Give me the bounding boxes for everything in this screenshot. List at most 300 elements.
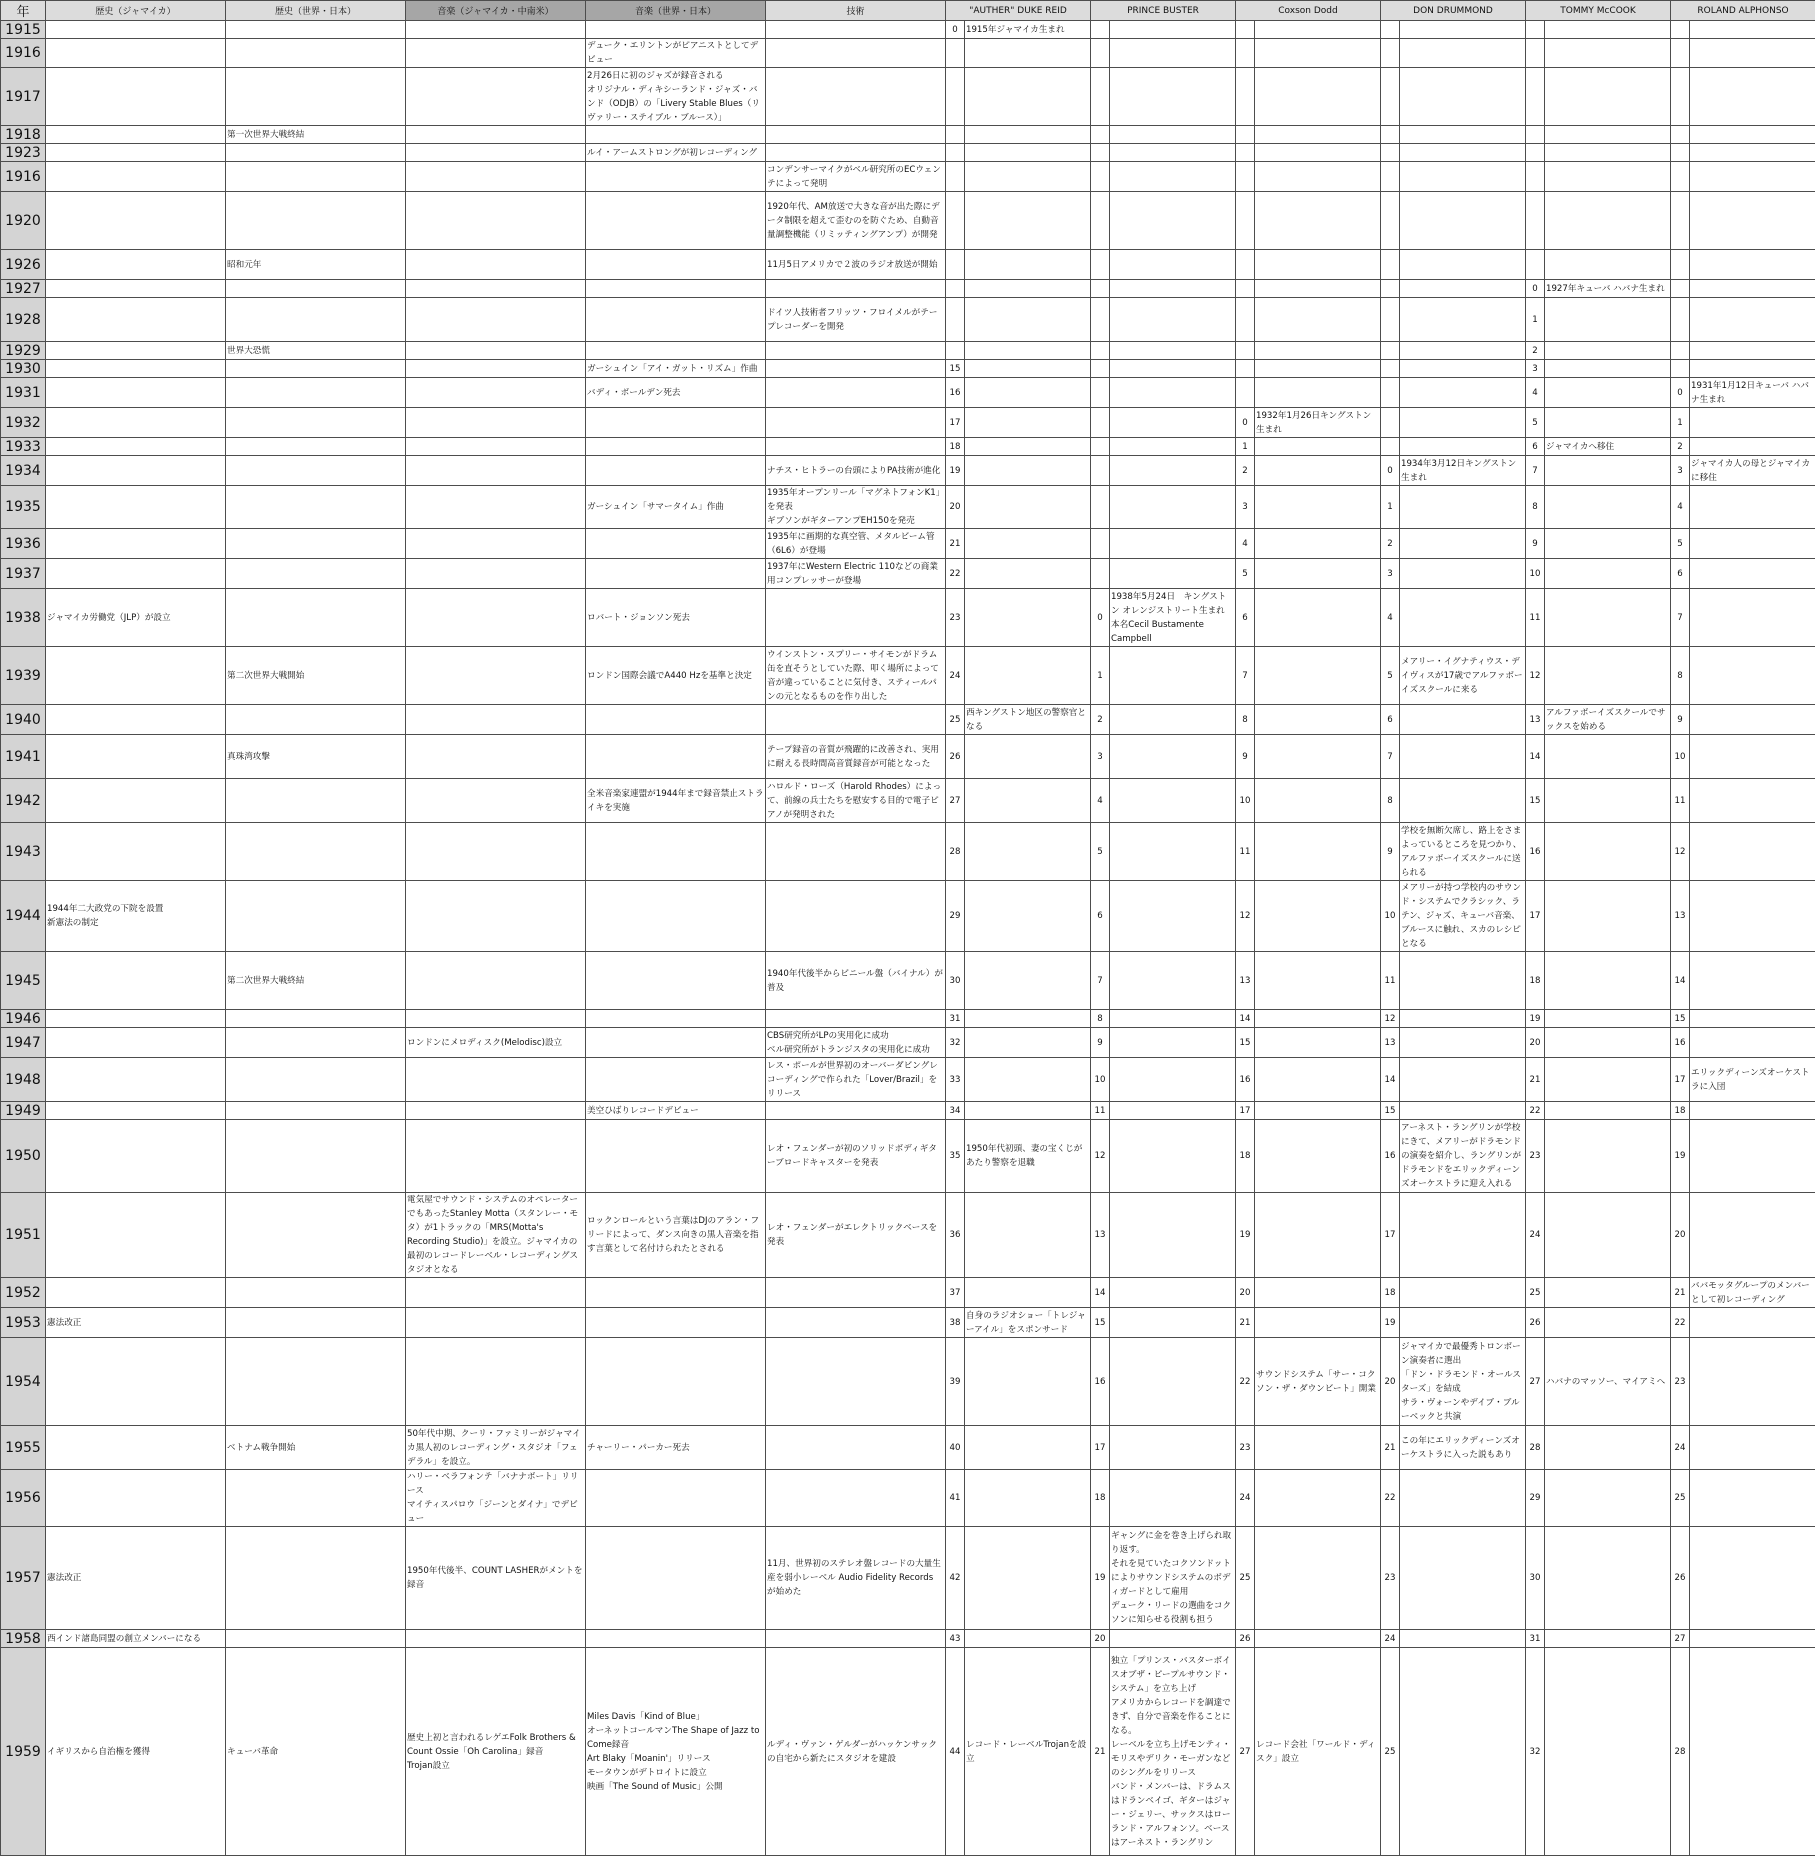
music-world-cell[interactable] xyxy=(586,735,766,779)
coxson-dodd-age-cell[interactable]: 15 xyxy=(1236,1028,1255,1058)
tommy-mccook-event-cell[interactable] xyxy=(1545,408,1671,438)
music-world-cell[interactable]: Miles Davis「Kind of Blue」 オーネットコールマンThe Shape of Jazz to Come録音 Art Blaky「Moanin'」リリース モータウンがデトロイトに設立 映画「The Sound of Music」公開 xyxy=(586,1648,766,1856)
music-jamaica-cell[interactable] xyxy=(406,1058,586,1102)
don-drummond-event-cell[interactable] xyxy=(1400,779,1526,823)
tommy-mccook-age-cell[interactable]: 7 xyxy=(1526,456,1545,486)
prince-buster-age-cell[interactable]: 14 xyxy=(1091,1278,1110,1308)
don-drummond-event-cell[interactable] xyxy=(1400,1527,1526,1630)
prince-buster-event-cell[interactable] xyxy=(1110,823,1236,881)
tommy-mccook-event-cell[interactable] xyxy=(1545,735,1671,779)
history-jamaica-cell[interactable]: 憲法改正 xyxy=(46,1527,226,1630)
don-drummond-age-cell[interactable]: 1 xyxy=(1381,486,1400,529)
year-cell[interactable]: 1946 xyxy=(1,1010,46,1028)
tommy-mccook-event-cell[interactable] xyxy=(1545,529,1671,559)
year-cell[interactable]: 1918 xyxy=(1,126,46,144)
roland-alphonso-event-cell[interactable] xyxy=(1690,1630,1815,1648)
don-drummond-event-cell[interactable] xyxy=(1400,529,1526,559)
prince-buster-age-cell[interactable]: 19 xyxy=(1091,1527,1110,1630)
history-jamaica-cell[interactable] xyxy=(46,68,226,126)
coxson-dodd-event-cell[interactable] xyxy=(1255,162,1381,192)
coxson-dodd-age-cell[interactable] xyxy=(1236,144,1255,162)
coxson-dodd-event-cell[interactable] xyxy=(1255,1527,1381,1630)
tommy-mccook-age-cell[interactable]: 20 xyxy=(1526,1028,1545,1058)
history-world-cell[interactable] xyxy=(226,1058,406,1102)
tommy-mccook-event-cell[interactable] xyxy=(1545,1102,1671,1120)
duke-reid-age-cell[interactable] xyxy=(946,39,965,68)
roland-alphonso-age-cell[interactable]: 8 xyxy=(1671,647,1690,705)
duke-reid-event-cell[interactable] xyxy=(965,126,1091,144)
don-drummond-age-cell[interactable]: 21 xyxy=(1381,1426,1400,1470)
roland-alphonso-age-cell[interactable]: 18 xyxy=(1671,1102,1690,1120)
don-drummond-event-cell[interactable] xyxy=(1400,144,1526,162)
year-cell[interactable]: 1955 xyxy=(1,1426,46,1470)
coxson-dodd-age-cell[interactable]: 27 xyxy=(1236,1648,1255,1856)
duke-reid-age-cell[interactable] xyxy=(946,126,965,144)
history-world-cell[interactable] xyxy=(226,1338,406,1426)
duke-reid-age-cell[interactable]: 29 xyxy=(946,881,965,952)
roland-alphonso-age-cell[interactable] xyxy=(1671,342,1690,360)
history-world-cell[interactable] xyxy=(226,68,406,126)
technology-column-header[interactable]: 技術 xyxy=(766,1,946,21)
duke-reid-age-cell[interactable]: 35 xyxy=(946,1120,965,1193)
history-world-cell[interactable]: 第一次世界大戦終結 xyxy=(226,126,406,144)
roland-alphonso-age-cell[interactable]: 26 xyxy=(1671,1527,1690,1630)
duke-reid-age-cell[interactable]: 27 xyxy=(946,779,965,823)
tommy-mccook-age-cell[interactable] xyxy=(1526,39,1545,68)
duke-reid-event-cell[interactable] xyxy=(965,408,1091,438)
history-world-cell[interactable] xyxy=(226,1102,406,1120)
history-jamaica-cell[interactable] xyxy=(46,952,226,1010)
duke-reid-age-cell[interactable] xyxy=(946,342,965,360)
coxson-dodd-age-cell[interactable] xyxy=(1236,39,1255,68)
duke-reid-age-cell[interactable]: 43 xyxy=(946,1630,965,1648)
roland-alphonso-age-cell[interactable]: 19 xyxy=(1671,1120,1690,1193)
duke-reid-event-cell[interactable]: 1915年ジャマイカ生まれ xyxy=(965,21,1091,39)
prince-buster-event-cell[interactable] xyxy=(1110,1193,1236,1278)
tommy-mccook-event-cell[interactable] xyxy=(1545,456,1671,486)
duke-reid-event-cell[interactable] xyxy=(965,881,1091,952)
prince-buster-event-cell[interactable] xyxy=(1110,1028,1236,1058)
prince-buster-event-cell[interactable] xyxy=(1110,280,1236,298)
duke-reid-age-cell[interactable]: 0 xyxy=(946,21,965,39)
roland-alphonso-age-cell[interactable]: 22 xyxy=(1671,1308,1690,1338)
don-drummond-age-cell[interactable] xyxy=(1381,68,1400,126)
year-cell[interactable]: 1935 xyxy=(1,486,46,529)
duke-reid-age-cell[interactable]: 15 xyxy=(946,360,965,378)
history-jamaica-cell[interactable] xyxy=(46,705,226,735)
roland-alphonso-event-cell[interactable] xyxy=(1690,1338,1815,1426)
music-jamaica-cell[interactable]: 電気屋でサウンド・システムのオペレーターでもあったStanley Motta（スタンレー・モタ）が1トラックの「MRS(Motta's Recording Studio)」を設立。ジャマイカの最初のレコードレーベル・レコーディングスタジオとなる xyxy=(406,1193,586,1278)
roland-alphonso-event-cell[interactable] xyxy=(1690,192,1815,250)
tommy-mccook-event-cell[interactable] xyxy=(1545,192,1671,250)
tommy-mccook-age-cell[interactable]: 24 xyxy=(1526,1193,1545,1278)
technology-cell[interactable] xyxy=(766,1426,946,1470)
technology-cell[interactable] xyxy=(766,881,946,952)
technology-cell[interactable] xyxy=(766,126,946,144)
music-world-cell[interactable]: ロバート・ジョンソン死去 xyxy=(586,589,766,647)
coxson-dodd-event-cell[interactable] xyxy=(1255,250,1381,280)
tommy-mccook-event-cell[interactable] xyxy=(1545,823,1671,881)
duke-reid-event-cell[interactable] xyxy=(965,298,1091,342)
history-world-cell[interactable] xyxy=(226,1527,406,1630)
prince-buster-age-cell[interactable]: 18 xyxy=(1091,1470,1110,1527)
music-world-cell[interactable] xyxy=(586,952,766,1010)
duke-reid-age-cell[interactable]: 24 xyxy=(946,647,965,705)
music-jamaica-cell[interactable] xyxy=(406,342,586,360)
prince-buster-event-cell[interactable] xyxy=(1110,705,1236,735)
don-drummond-event-cell[interactable] xyxy=(1400,1010,1526,1028)
don-drummond-age-cell[interactable] xyxy=(1381,162,1400,192)
music-world-cell[interactable] xyxy=(586,126,766,144)
prince-buster-event-cell[interactable] xyxy=(1110,1278,1236,1308)
technology-cell[interactable] xyxy=(766,408,946,438)
music-world-cell[interactable]: ロックンロールという言葉はDJのアラン・フリードによって、ダンス向きの黒人音楽を指す言葉として名付けられたとされる xyxy=(586,1193,766,1278)
tommy-mccook-event-cell[interactable] xyxy=(1545,1470,1671,1527)
year-cell[interactable]: 1950 xyxy=(1,1120,46,1193)
history-world-cell[interactable]: 真珠湾攻撃 xyxy=(226,735,406,779)
tommy-mccook-event-cell[interactable]: 1927年キューバ ハバナ生まれ xyxy=(1545,280,1671,298)
coxson-dodd-age-cell[interactable]: 26 xyxy=(1236,1630,1255,1648)
music-jamaica-cell[interactable] xyxy=(406,378,586,408)
duke-reid-event-cell[interactable] xyxy=(965,486,1091,529)
technology-cell[interactable]: テープ録音の音質が飛躍的に改善され、実用に耐える長時間高音質録音が可能となった xyxy=(766,735,946,779)
don-drummond-age-cell[interactable] xyxy=(1381,192,1400,250)
history-jamaica-cell[interactable] xyxy=(46,162,226,192)
year-cell[interactable]: 1944 xyxy=(1,881,46,952)
tommy-mccook-event-cell[interactable] xyxy=(1545,1648,1671,1856)
year-cell[interactable]: 1926 xyxy=(1,250,46,280)
history-world-cell[interactable] xyxy=(226,298,406,342)
tommy-mccook-event-cell[interactable] xyxy=(1545,589,1671,647)
duke-reid-event-cell[interactable] xyxy=(965,1028,1091,1058)
music-world-cell[interactable] xyxy=(586,823,766,881)
coxson-dodd-event-cell[interactable] xyxy=(1255,298,1381,342)
history-world-cell[interactable] xyxy=(226,705,406,735)
coxson-dodd-age-cell[interactable]: 4 xyxy=(1236,529,1255,559)
history-jamaica-cell[interactable] xyxy=(46,250,226,280)
tommy-mccook-event-cell[interactable] xyxy=(1545,881,1671,952)
prince-buster-age-cell[interactable] xyxy=(1091,559,1110,589)
tommy-mccook-event-cell[interactable] xyxy=(1545,21,1671,39)
year-cell[interactable]: 1928 xyxy=(1,298,46,342)
history-jamaica-cell[interactable] xyxy=(46,559,226,589)
history-world-cell[interactable]: キューバ革命 xyxy=(226,1648,406,1856)
roland-alphonso-age-cell[interactable]: 7 xyxy=(1671,589,1690,647)
duke-reid-event-cell[interactable] xyxy=(965,1010,1091,1028)
music-jamaica-cell[interactable] xyxy=(406,192,586,250)
coxson-dodd-event-cell[interactable] xyxy=(1255,438,1381,456)
history-world-cell[interactable] xyxy=(226,360,406,378)
coxson-dodd-event-cell[interactable] xyxy=(1255,1193,1381,1278)
history-world-cell[interactable] xyxy=(226,1470,406,1527)
duke-reid-event-cell[interactable] xyxy=(965,68,1091,126)
duke-reid-age-cell[interactable]: 30 xyxy=(946,952,965,1010)
coxson-dodd-age-cell[interactable] xyxy=(1236,280,1255,298)
prince-buster-age-cell[interactable]: 20 xyxy=(1091,1630,1110,1648)
technology-cell[interactable]: 1937年にWestern Electric 110などの商業用コンプレッサーが登場 xyxy=(766,559,946,589)
duke-reid-event-cell[interactable]: 1950年代初頭、妻の宝くじがあたり警察を退職 xyxy=(965,1120,1091,1193)
roland-alphonso-age-cell[interactable]: 16 xyxy=(1671,1028,1690,1058)
tommy-mccook-event-cell[interactable] xyxy=(1545,378,1671,408)
music-world-cell[interactable] xyxy=(586,705,766,735)
coxson-dodd-event-cell[interactable] xyxy=(1255,192,1381,250)
tommy-mccook-age-cell[interactable]: 28 xyxy=(1526,1426,1545,1470)
roland-alphonso-age-cell[interactable]: 2 xyxy=(1671,438,1690,456)
technology-cell[interactable] xyxy=(766,438,946,456)
don-drummond-age-cell[interactable] xyxy=(1381,378,1400,408)
roland-alphonso-age-cell[interactable] xyxy=(1671,144,1690,162)
roland-alphonso-event-cell[interactable] xyxy=(1690,68,1815,126)
prince-buster-age-cell[interactable] xyxy=(1091,250,1110,280)
prince-buster-event-cell[interactable]: 独立「プリンス・バスターボイスオブザ・ピープルサウンド・システム」を立ち上げ アメリカからレコードを調達できず、自分で音楽を作ることになる。 レーベルを立ち上げモンティ・モリスやデリク・モーガンなどのシングルをリリース バンド・メンバーは、ドラムスはドランベイゴ、ギターはジャー・ジェリー、サックスはローランド・アルフォンソ。ベースはアーネスト・ラングリン xyxy=(1110,1648,1236,1856)
don-drummond-age-cell[interactable]: 22 xyxy=(1381,1470,1400,1527)
history-world-cell[interactable] xyxy=(226,1010,406,1028)
roland-alphonso-age-cell[interactable]: 3 xyxy=(1671,456,1690,486)
don-drummond-age-cell[interactable]: 7 xyxy=(1381,735,1400,779)
music-world-cell[interactable] xyxy=(586,408,766,438)
history-jamaica-cell[interactable]: 1944年二大政党の下院を設置 新憲法の制定 xyxy=(46,881,226,952)
prince-buster-age-cell[interactable] xyxy=(1091,486,1110,529)
prince-buster-event-cell[interactable] xyxy=(1110,735,1236,779)
roland-alphonso-event-cell[interactable] xyxy=(1690,779,1815,823)
technology-cell[interactable]: レス・ポールが世界初のオーバーダビングレコーディングで作られた「Lover/Brazil」をリリース xyxy=(766,1058,946,1102)
technology-cell[interactable] xyxy=(766,1630,946,1648)
year-cell[interactable]: 1936 xyxy=(1,529,46,559)
tommy-mccook-age-cell[interactable]: 15 xyxy=(1526,779,1545,823)
coxson-dodd-event-cell[interactable] xyxy=(1255,1028,1381,1058)
coxson-dodd-age-cell[interactable]: 12 xyxy=(1236,881,1255,952)
roland-alphonso-age-cell[interactable]: 28 xyxy=(1671,1648,1690,1856)
history-jamaica-cell[interactable] xyxy=(46,378,226,408)
music-jamaica-cell[interactable] xyxy=(406,529,586,559)
technology-cell[interactable] xyxy=(766,1470,946,1527)
don-drummond-age-cell[interactable]: 6 xyxy=(1381,705,1400,735)
duke-reid-age-cell[interactable]: 18 xyxy=(946,438,965,456)
music-jamaica-cell[interactable] xyxy=(406,280,586,298)
music-world-cell[interactable] xyxy=(586,192,766,250)
history-jamaica-cell[interactable] xyxy=(46,408,226,438)
duke-reid-event-cell[interactable] xyxy=(965,192,1091,250)
music-jamaica-cell[interactable] xyxy=(406,735,586,779)
coxson-dodd-age-cell[interactable]: 21 xyxy=(1236,1308,1255,1338)
history-jamaica-cell[interactable]: 西インド諸島同盟の創立メンバーになる xyxy=(46,1630,226,1648)
duke-reid-age-cell[interactable]: 17 xyxy=(946,408,965,438)
music-jamaica-cell[interactable] xyxy=(406,21,586,39)
don-drummond-event-cell[interactable] xyxy=(1400,1278,1526,1308)
tommy-mccook-age-cell[interactable]: 26 xyxy=(1526,1308,1545,1338)
prince-buster-event-cell[interactable] xyxy=(1110,1630,1236,1648)
coxson-dodd-event-cell[interactable] xyxy=(1255,486,1381,529)
tommy-mccook-age-cell[interactable]: 13 xyxy=(1526,705,1545,735)
roland-alphonso-event-cell[interactable] xyxy=(1690,952,1815,1010)
don-drummond-age-cell[interactable] xyxy=(1381,39,1400,68)
tommy-mccook-event-cell[interactable] xyxy=(1545,486,1671,529)
roland-alphonso-age-cell[interactable] xyxy=(1671,298,1690,342)
year-cell[interactable]: 1932 xyxy=(1,408,46,438)
prince-buster-age-cell[interactable]: 4 xyxy=(1091,779,1110,823)
coxson-dodd-event-cell[interactable] xyxy=(1255,39,1381,68)
don-drummond-age-cell[interactable]: 25 xyxy=(1381,1648,1400,1856)
prince-buster-age-cell[interactable]: 7 xyxy=(1091,952,1110,1010)
coxson-dodd-age-cell[interactable] xyxy=(1236,126,1255,144)
roland-alphonso-age-cell[interactable]: 25 xyxy=(1671,1470,1690,1527)
tommy-mccook-age-cell[interactable] xyxy=(1526,21,1545,39)
technology-cell[interactable] xyxy=(766,144,946,162)
don-drummond-age-cell[interactable]: 20 xyxy=(1381,1338,1400,1426)
don-drummond-event-cell[interactable] xyxy=(1400,298,1526,342)
tommy-mccook-age-cell[interactable]: 10 xyxy=(1526,559,1545,589)
history-jamaica-cell[interactable] xyxy=(46,144,226,162)
don-drummond-event-cell[interactable] xyxy=(1400,39,1526,68)
music-jamaica-cell[interactable]: 50年代中期、クーリ・ファミリーがジャマイカ黒人初のレコーディング・スタジオ「フェデラル」を設立。 xyxy=(406,1426,586,1470)
technology-cell[interactable] xyxy=(766,280,946,298)
coxson-dodd-age-cell[interactable]: 6 xyxy=(1236,589,1255,647)
coxson-dodd-age-cell[interactable]: 20 xyxy=(1236,1278,1255,1308)
music-jamaica-cell[interactable] xyxy=(406,823,586,881)
tommy-mccook-age-cell[interactable]: 5 xyxy=(1526,408,1545,438)
year-cell[interactable]: 1947 xyxy=(1,1028,46,1058)
coxson-dodd-event-cell[interactable] xyxy=(1255,456,1381,486)
prince-buster-event-cell[interactable] xyxy=(1110,1338,1236,1426)
roland-alphonso-event-cell[interactable] xyxy=(1690,1470,1815,1527)
coxson-dodd-event-cell[interactable] xyxy=(1255,1102,1381,1120)
don-drummond-age-cell[interactable]: 18 xyxy=(1381,1278,1400,1308)
don-drummond-event-cell[interactable] xyxy=(1400,250,1526,280)
prince-buster-event-cell[interactable] xyxy=(1110,144,1236,162)
prince-buster-event-cell[interactable] xyxy=(1110,360,1236,378)
duke-reid-event-cell[interactable] xyxy=(965,360,1091,378)
roland-alphonso-event-cell[interactable] xyxy=(1690,1120,1815,1193)
history-jamaica-cell[interactable] xyxy=(46,735,226,779)
tommy-mccook-event-cell[interactable] xyxy=(1545,342,1671,360)
music-jamaica-cell[interactable] xyxy=(406,360,586,378)
roland-alphonso-age-cell[interactable]: 4 xyxy=(1671,486,1690,529)
technology-cell[interactable]: 1940年代後半からビニール盤（バイナル）が普及 xyxy=(766,952,946,1010)
year-cell[interactable]: 1929 xyxy=(1,342,46,360)
music-world-cell[interactable]: バディ・ボールデン死去 xyxy=(586,378,766,408)
technology-cell[interactable] xyxy=(766,1338,946,1426)
tommy-mccook-age-cell[interactable]: 0 xyxy=(1526,280,1545,298)
music-jamaica-cell[interactable] xyxy=(406,250,586,280)
coxson-dodd-age-cell[interactable] xyxy=(1236,378,1255,408)
don-drummond-event-cell[interactable]: この年にエリックディーンズオーケストラに入った説もあり xyxy=(1400,1426,1526,1470)
roland-alphonso-event-cell[interactable] xyxy=(1690,589,1815,647)
tommy-mccook-age-cell[interactable]: 30 xyxy=(1526,1527,1545,1630)
prince-buster-age-cell[interactable]: 0 xyxy=(1091,589,1110,647)
history-jamaica-cell[interactable] xyxy=(46,342,226,360)
history-world-cell[interactable] xyxy=(226,438,406,456)
history-world-cell[interactable] xyxy=(226,779,406,823)
roland-alphonso-age-cell[interactable]: 15 xyxy=(1671,1010,1690,1028)
duke-reid-event-cell[interactable] xyxy=(965,39,1091,68)
prince-buster-age-cell[interactable]: 12 xyxy=(1091,1120,1110,1193)
don-drummond-age-cell[interactable]: 11 xyxy=(1381,952,1400,1010)
coxson-dodd-event-cell[interactable] xyxy=(1255,68,1381,126)
coxson-dodd-age-cell[interactable] xyxy=(1236,298,1255,342)
coxson-dodd-age-cell[interactable]: 25 xyxy=(1236,1527,1255,1630)
history-jamaica-cell[interactable] xyxy=(46,1028,226,1058)
coxson-dodd-age-cell[interactable]: 3 xyxy=(1236,486,1255,529)
prince-buster-event-cell[interactable] xyxy=(1110,408,1236,438)
roland-alphonso-event-cell[interactable] xyxy=(1690,1527,1815,1630)
technology-cell[interactable] xyxy=(766,68,946,126)
don-drummond-event-cell[interactable] xyxy=(1400,438,1526,456)
don-drummond-event-cell[interactable]: 学校を無断欠席し、路上をさまよっているところを見つかり、アルファボーイズスクールに送られる xyxy=(1400,823,1526,881)
tommy-mccook-event-cell[interactable] xyxy=(1545,952,1671,1010)
year-cell[interactable]: 1934 xyxy=(1,456,46,486)
history-jamaica-cell[interactable] xyxy=(46,280,226,298)
don-drummond-event-cell[interactable] xyxy=(1400,21,1526,39)
technology-cell[interactable]: 11月、世界初のステレオ盤レコードの大量生産を弱小レーベル Audio Fidelity Records が始めた xyxy=(766,1527,946,1630)
duke-reid-age-cell[interactable]: 39 xyxy=(946,1338,965,1426)
duke-reid-event-cell[interactable] xyxy=(965,1426,1091,1470)
music-jamaica-cell[interactable] xyxy=(406,486,586,529)
duke-reid-event-cell[interactable] xyxy=(965,144,1091,162)
roland-alphonso-event-cell[interactable] xyxy=(1690,705,1815,735)
don-drummond-age-cell[interactable]: 15 xyxy=(1381,1102,1400,1120)
roland-alphonso-event-cell[interactable] xyxy=(1690,823,1815,881)
tommy-mccook-age-cell[interactable]: 4 xyxy=(1526,378,1545,408)
tommy-mccook-age-cell[interactable] xyxy=(1526,250,1545,280)
tommy-mccook-age-cell[interactable]: 27 xyxy=(1526,1338,1545,1426)
duke-reid-age-cell[interactable] xyxy=(946,68,965,126)
technology-cell[interactable] xyxy=(766,1308,946,1338)
history-jamaica-cell[interactable] xyxy=(46,1120,226,1193)
roland-alphonso-event-cell[interactable] xyxy=(1690,559,1815,589)
duke-reid-age-cell[interactable]: 26 xyxy=(946,735,965,779)
roland-alphonso-age-cell[interactable] xyxy=(1671,39,1690,68)
coxson-dodd-event-cell[interactable] xyxy=(1255,1308,1381,1338)
coxson-dodd-event-cell[interactable]: 1932年1月26日キングストン生まれ xyxy=(1255,408,1381,438)
tommy-mccook-event-cell[interactable] xyxy=(1545,779,1671,823)
prince-buster-event-cell[interactable] xyxy=(1110,1058,1236,1102)
don-drummond-age-cell[interactable]: 4 xyxy=(1381,589,1400,647)
duke-reid-event-cell[interactable] xyxy=(965,378,1091,408)
roland-alphonso-event-cell[interactable] xyxy=(1690,1193,1815,1278)
coxson-dodd-age-cell[interactable]: 14 xyxy=(1236,1010,1255,1028)
prince-buster-age-cell[interactable] xyxy=(1091,342,1110,360)
don-drummond-age-cell[interactable] xyxy=(1381,126,1400,144)
roland-alphonso-event-cell[interactable] xyxy=(1690,250,1815,280)
duke-reid-event-cell[interactable] xyxy=(965,529,1091,559)
prince-buster-event-cell[interactable] xyxy=(1110,779,1236,823)
year-cell[interactable]: 1931 xyxy=(1,378,46,408)
don-drummond-event-cell[interactable] xyxy=(1400,280,1526,298)
roland-alphonso-event-cell[interactable] xyxy=(1690,298,1815,342)
roland-alphonso-event-cell[interactable] xyxy=(1690,1308,1815,1338)
coxson-dodd-age-cell[interactable]: 9 xyxy=(1236,735,1255,779)
don-drummond-age-cell[interactable] xyxy=(1381,144,1400,162)
roland-alphonso-age-cell[interactable]: 1 xyxy=(1671,408,1690,438)
tommy-mccook-age-cell[interactable]: 14 xyxy=(1526,735,1545,779)
music-world-cell[interactable]: デューク・エリントンがピアニストとしてデビュー xyxy=(586,39,766,68)
roland-alphonso-age-cell[interactable]: 27 xyxy=(1671,1630,1690,1648)
duke-reid-age-cell[interactable]: 37 xyxy=(946,1278,965,1308)
coxson-dodd-event-cell[interactable] xyxy=(1255,1010,1381,1028)
don-drummond-age-cell[interactable]: 19 xyxy=(1381,1308,1400,1338)
don-drummond-age-cell[interactable]: 17 xyxy=(1381,1193,1400,1278)
music-world-cell[interactable] xyxy=(586,529,766,559)
prince-buster-age-cell[interactable]: 11 xyxy=(1091,1102,1110,1120)
roland-alphonso-event-cell[interactable] xyxy=(1690,408,1815,438)
prince-buster-age-cell[interactable] xyxy=(1091,39,1110,68)
duke-reid-age-cell[interactable]: 31 xyxy=(946,1010,965,1028)
roland-alphonso-age-cell[interactable] xyxy=(1671,250,1690,280)
technology-cell[interactable]: 11月5日アメリカで２波のラジオ放送が開始 xyxy=(766,250,946,280)
year-cell[interactable]: 1951 xyxy=(1,1193,46,1278)
roland-alphonso-event-cell[interactable] xyxy=(1690,1426,1815,1470)
tommy-mccook-column-header[interactable]: TOMMY McCOOK xyxy=(1526,1,1671,21)
